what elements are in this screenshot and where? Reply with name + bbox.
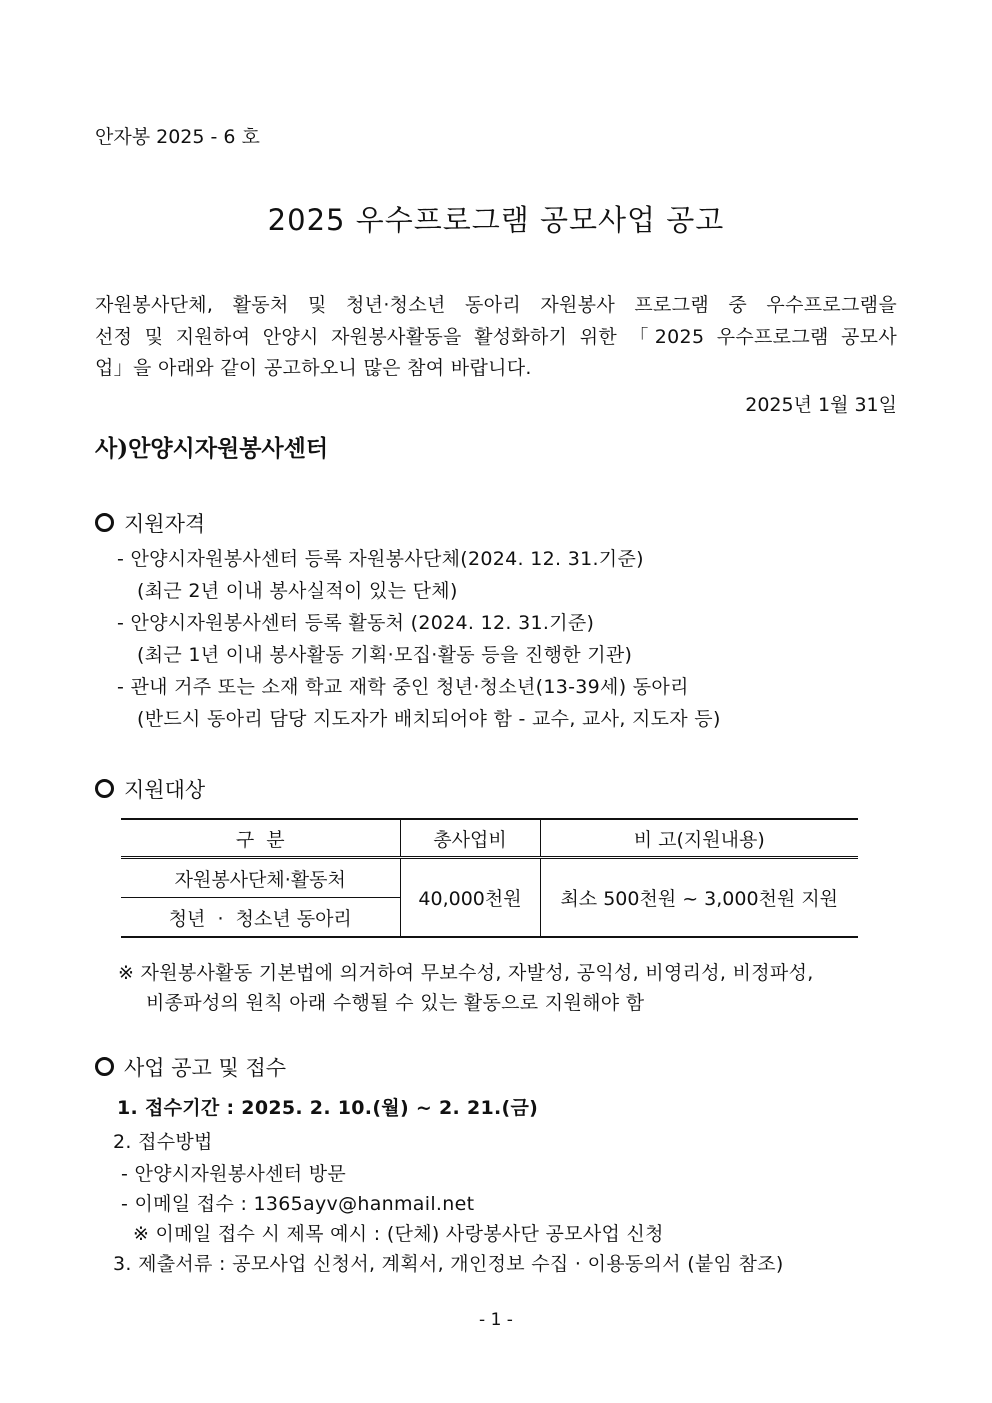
budget-cell: 40,000천원 xyxy=(400,858,540,938)
header-category: 구 분 xyxy=(121,819,400,858)
page-title: 2025 우수프로그램 공모사업 공고 xyxy=(267,203,725,237)
table-row xyxy=(121,858,858,898)
application-method-visit: - 안양시자원봉사센터 방문 xyxy=(121,1163,347,1185)
section-target-title: 지원대상 xyxy=(124,778,206,802)
eligibility-line: (최근 2년 이내 봉사실적이 있는 단체) xyxy=(137,580,458,602)
application-method-title: 2. 접수방법 xyxy=(113,1131,213,1153)
note-cell: 최소 500천원 ~ 3,000천원 지원 xyxy=(540,858,858,938)
notice-line-1: ※ 자원봉사활동 기본법에 의거하여 무보수성, 자발성, 공익성, 비영리성, 비정파성, xyxy=(118,962,814,984)
intro-line-1: 자원봉사단체, 활동처 및 청년·청소년 동아리 자원봉사 프로그램 중 우수프로그램을 xyxy=(95,294,897,316)
circle-bullet-icon xyxy=(95,1057,114,1076)
organization-name: 사)안양시자원봉사센터 xyxy=(95,435,329,462)
support-table xyxy=(121,818,858,938)
notice-line-2: 비종파성의 원칙 아래 수행될 수 있는 활동으로 지원해야 함 xyxy=(146,992,645,1014)
header-budget: 총사업비 xyxy=(400,819,540,858)
header-note: 비 고(지원내용) xyxy=(540,819,858,858)
page-number: - 1 - xyxy=(479,1310,513,1330)
document-number: 안자봉 2025 - 6 호 xyxy=(95,126,260,148)
circle-bullet-icon xyxy=(95,779,114,798)
application-email-note: ※ 이메일 접수 시 제목 예시 : (단체) 사랑봉사단 공모사업 신청 xyxy=(133,1223,664,1245)
eligibility-line: - 안양시자원봉사센터 등록 활동처 (2024. 12. 31.기준) xyxy=(117,612,595,634)
eligibility-line: - 관내 거주 또는 소재 학교 재학 중인 청년·청소년(13-39세) 동아리 xyxy=(117,676,689,698)
intro-line-3: 업」을 아래와 같이 공고하오니 많은 참여 바랍니다. xyxy=(95,357,532,379)
eligibility-line: (최근 1년 이내 봉사활동 기획·모집·활동 등을 진행한 기관) xyxy=(137,644,633,666)
application-period: 1. 접수기간 : 2025. 2. 10.(월) ~ 2. 21.(금) xyxy=(117,1097,539,1119)
section-application-title: 사업 공고 및 접수 xyxy=(124,1056,287,1080)
section-application-heading xyxy=(95,1052,286,1082)
intro-line-2: 선정 및 지원하여 안양시 자원봉사활동을 활성화하기 위한 「2025 우수프로그램 공모사 xyxy=(95,326,897,348)
category-cell: 자원봉사단체·활동처 xyxy=(121,858,400,898)
application-documents: 3. 제출서류 : 공모사업 신청서, 계획서, 개인정보 수집 · 이용동의서 (붙임 참조) xyxy=(113,1253,784,1275)
circle-bullet-icon xyxy=(95,513,114,532)
section-eligibility-heading xyxy=(95,508,205,538)
section-target-heading xyxy=(95,774,205,804)
eligibility-line: (반드시 동아리 담당 지도자가 배치되어야 함 - 교수, 교사, 지도자 등) xyxy=(137,708,721,730)
section-eligibility-title: 지원자격 xyxy=(124,512,206,536)
eligibility-line: - 안양시자원봉사센터 등록 자원봉사단체(2024. 12. 31.기준) xyxy=(117,548,644,570)
category-cell: 청년 · 청소년 동아리 xyxy=(121,898,400,938)
table-header-row xyxy=(121,819,858,858)
application-method-email: - 이메일 접수 : 1365ayv@hanmail.net xyxy=(121,1193,475,1215)
announcement-date: 2025년 1월 31일 xyxy=(745,394,897,416)
